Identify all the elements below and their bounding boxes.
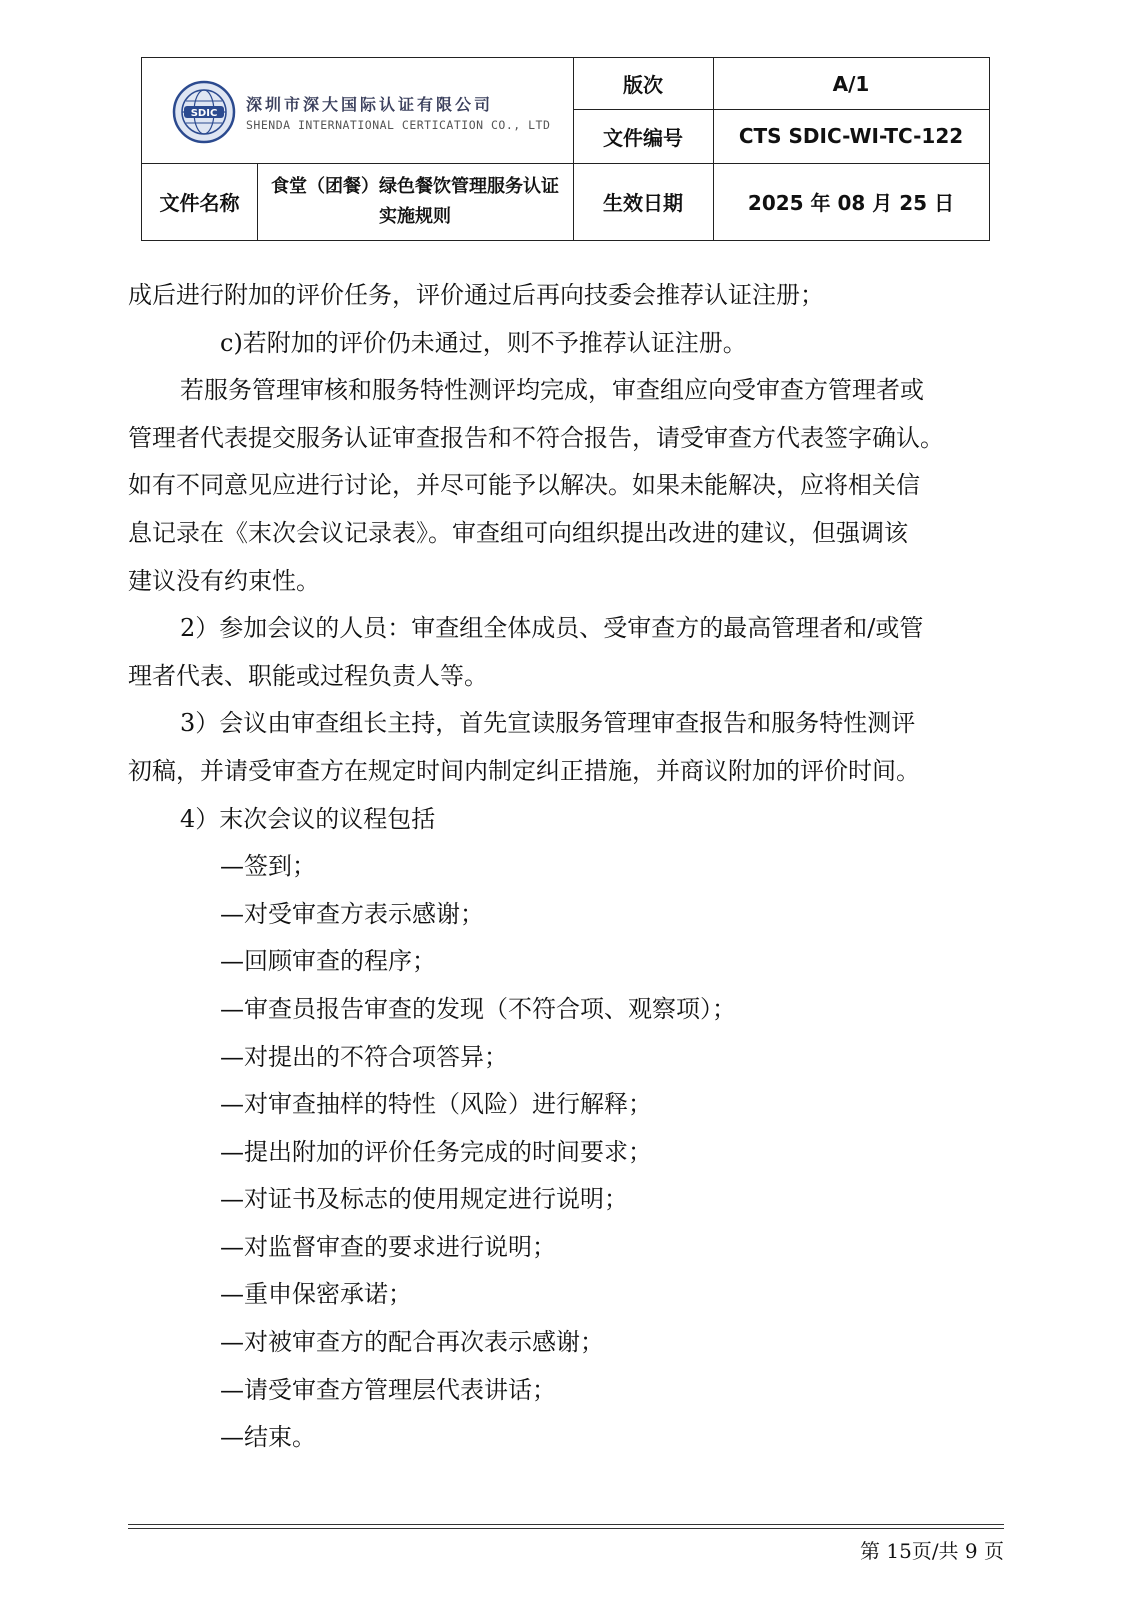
- version-label: 版次: [623, 73, 663, 97]
- company-logo: [172, 80, 551, 150]
- effective-date-label: 生效日期: [603, 191, 683, 215]
- paragraph-line: 建议没有约束性。: [128, 566, 320, 595]
- document-body: [128, 272, 1013, 1462]
- agenda-item: —结束。: [220, 1423, 316, 1452]
- footer-rule: [128, 1524, 1004, 1525]
- version-value: A/1: [832, 71, 870, 96]
- agenda-heading: 4）末次会议的议程包括: [180, 804, 436, 833]
- agenda-item: —请受审查方管理层代表讲话；: [220, 1375, 556, 1404]
- agenda-item: —对提出的不符合项答异；: [220, 1042, 508, 1071]
- agenda-item: —对证书及标志的使用规定进行说明；: [220, 1185, 628, 1214]
- paragraph: c)若附加的评价仍未通过，则不予推荐认证注册。: [220, 328, 747, 357]
- paragraph-line: 3）会议由审查组长主持，首先宣读服务管理审查报告和服务特性测评: [180, 709, 916, 738]
- agenda-item: —签到；: [220, 852, 316, 881]
- agenda-item: —重申保密承诺；: [220, 1280, 412, 1309]
- paragraph-line: 理者代表、职能或过程负责人等。: [128, 661, 488, 690]
- page-number: 第 15页/共 9 页: [860, 1539, 1004, 1563]
- agenda-item: —审查员报告审查的发现（不符合项、观察项）；: [220, 994, 736, 1023]
- globe-icon: [172, 80, 236, 144]
- paragraph-line: 2）参加会议的人员：审查组全体成员、受审查方的最高管理者和/或管: [180, 614, 924, 643]
- paragraph-line: 管理者代表提交服务认证审查报告和不符合报告，请受审查方代表签字确认。: [128, 423, 944, 452]
- footer-rule: [128, 1528, 1004, 1529]
- doc-number-value: CTS SDIC-WI-TC-122: [738, 124, 964, 148]
- doc-name-value: 食堂（团餐）绿色餐饮管理服务认证实施规则: [271, 175, 559, 227]
- agenda-item: —对审查抽样的特性（风险）进行解释；: [220, 1090, 652, 1119]
- paragraph-line: 若服务管理审核和服务特性测评均完成，审查组应向受审查方管理者或: [180, 376, 924, 405]
- paragraph: 成后进行附加的评价任务，评价通过后再向技委会推荐认证注册；: [128, 281, 824, 309]
- doc-name-label: 文件名称: [159, 191, 240, 215]
- logo-text: SDIC: [190, 108, 218, 119]
- effective-date-value: 2025 年 08 月 25 日: [747, 191, 955, 215]
- agenda-item: —对监督审查的要求进行说明；: [220, 1232, 556, 1261]
- agenda-item: —对受审查方表示感谢；: [220, 899, 484, 928]
- agenda-item: —提出附加的评价任务完成的时间要求；: [220, 1137, 652, 1166]
- paragraph-line: 初稿，并请受审查方在规定时间内制定纠正措施，并商议附加的评价时间。: [128, 756, 920, 785]
- company-name-cn: 深圳市深大国际认证有限公司: [246, 95, 494, 114]
- doc-number-label: 文件编号: [603, 125, 683, 150]
- paragraph-line: 如有不同意见应进行讨论，并尽可能予以解决。如果未能解决，应将相关信: [128, 471, 920, 500]
- paragraph-line: 息记录在《末次会议记录表》。审查组可向组织提出改进的建议，但强调该: [128, 518, 908, 547]
- company-name-en: SHENDA INTERNATIONAL CERTICATION CO., LTD: [246, 118, 551, 132]
- agenda-item: —回顾审查的程序；: [220, 947, 436, 976]
- document-header-table: [141, 57, 990, 241]
- agenda-item: —对被审查方的配合再次表示感谢；: [220, 1328, 604, 1357]
